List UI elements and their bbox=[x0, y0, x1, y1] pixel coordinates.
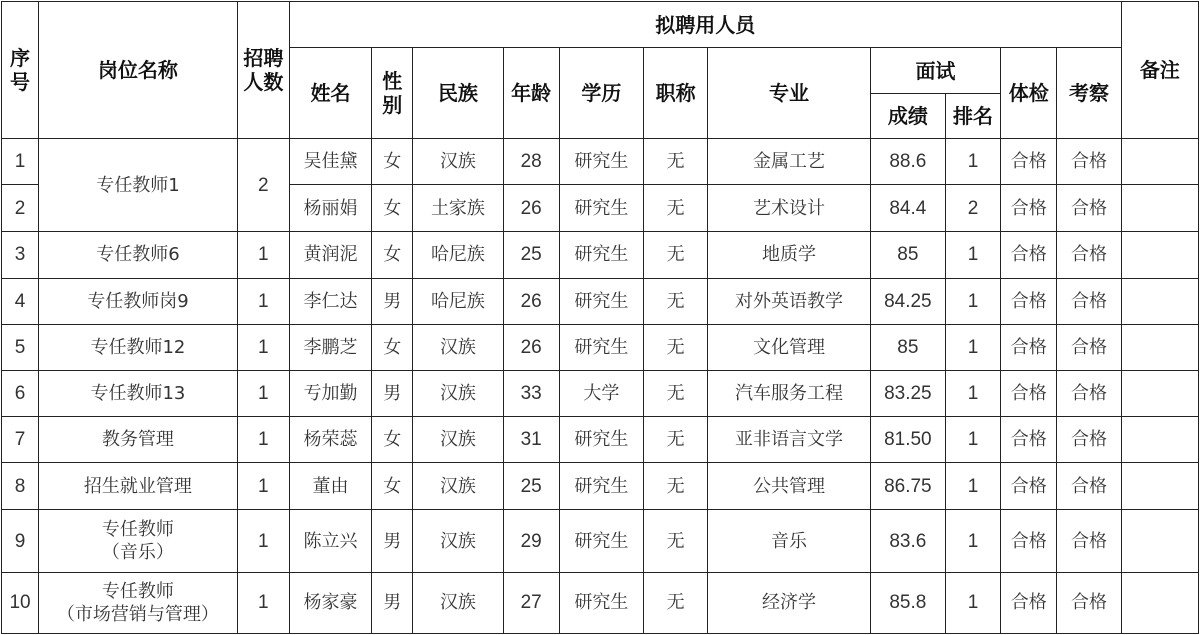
row-seq: 3 bbox=[2, 232, 39, 278]
row-score: 84.4 bbox=[870, 185, 945, 232]
row-name: 黄润泥 bbox=[289, 232, 371, 278]
row-score: 83.25 bbox=[870, 370, 945, 416]
row-quota: 1 bbox=[237, 324, 289, 370]
row-seq: 6 bbox=[2, 370, 39, 416]
table-row bbox=[2, 278, 1199, 324]
row-gender: 男 bbox=[372, 278, 413, 324]
header-rank: 排名 bbox=[945, 94, 1000, 139]
row-physical: 合格 bbox=[1001, 232, 1057, 278]
row-quota: 1 bbox=[237, 370, 289, 416]
header-name: 姓名 bbox=[289, 48, 371, 139]
row-inspection: 合格 bbox=[1057, 278, 1121, 324]
row-score: 86.75 bbox=[870, 463, 945, 510]
row-score: 88.6 bbox=[870, 139, 945, 185]
row-major: 汽车服务工程 bbox=[708, 370, 871, 416]
row-physical: 合格 bbox=[1001, 370, 1057, 416]
table-row bbox=[2, 572, 1199, 633]
row-inspection: 合格 bbox=[1057, 324, 1121, 370]
header-interview: 面试 bbox=[870, 48, 1000, 94]
row-age: 27 bbox=[503, 572, 559, 633]
row-education: 研究生 bbox=[559, 232, 643, 278]
table-row bbox=[2, 417, 1199, 463]
row-major: 音乐 bbox=[708, 510, 871, 572]
header-position: 岗位名称 bbox=[39, 2, 238, 139]
row-name: 李仁达 bbox=[289, 278, 371, 324]
row-score: 81.50 bbox=[870, 417, 945, 463]
row-remarks bbox=[1121, 232, 1198, 278]
row-score: 85 bbox=[870, 324, 945, 370]
row-inspection: 合格 bbox=[1057, 463, 1121, 510]
row-inspection: 合格 bbox=[1057, 417, 1121, 463]
row-title: 无 bbox=[644, 185, 708, 232]
header-inspection: 考察 bbox=[1057, 48, 1121, 139]
header-ethnicity: 民族 bbox=[413, 48, 503, 139]
row-name: 董由 bbox=[289, 463, 371, 510]
row-physical: 合格 bbox=[1001, 417, 1057, 463]
row-inspection: 合格 bbox=[1057, 510, 1121, 572]
row-education: 研究生 bbox=[559, 139, 643, 185]
header-score: 成绩 bbox=[870, 94, 945, 139]
row-ethnicity: 汉族 bbox=[413, 510, 503, 572]
row-remarks bbox=[1121, 510, 1198, 572]
row-seq: 10 bbox=[2, 572, 39, 633]
row-ethnicity: 土家族 bbox=[413, 185, 503, 232]
row-ethnicity: 汉族 bbox=[413, 463, 503, 510]
row-name: 亐加勤 bbox=[289, 370, 371, 416]
table-row bbox=[2, 324, 1199, 370]
row-rank: 2 bbox=[945, 185, 1000, 232]
table-row bbox=[2, 510, 1199, 572]
row-title: 无 bbox=[644, 572, 708, 633]
row-age: 31 bbox=[503, 417, 559, 463]
row-seq: 7 bbox=[2, 417, 39, 463]
row-education: 研究生 bbox=[559, 185, 643, 232]
row-physical: 合格 bbox=[1001, 139, 1057, 185]
header-quota: 招聘 人数 bbox=[237, 2, 289, 139]
row-position: 专任教师 （音乐） bbox=[39, 510, 238, 572]
row-ethnicity: 汉族 bbox=[413, 572, 503, 633]
row-age: 25 bbox=[503, 232, 559, 278]
row-remarks bbox=[1121, 370, 1198, 416]
row-age: 26 bbox=[503, 185, 559, 232]
row-education: 研究生 bbox=[559, 572, 643, 633]
row-gender: 男 bbox=[372, 572, 413, 633]
row-education: 研究生 bbox=[559, 417, 643, 463]
row-inspection: 合格 bbox=[1057, 232, 1121, 278]
row-rank: 1 bbox=[945, 370, 1000, 416]
row-seq: 9 bbox=[2, 510, 39, 572]
row-position: 专任教师6 bbox=[39, 232, 238, 278]
header-seq: 序 号 bbox=[2, 2, 39, 139]
row-education: 研究生 bbox=[559, 463, 643, 510]
row-seq: 8 bbox=[2, 463, 39, 510]
table-row bbox=[2, 370, 1199, 416]
row-name: 杨家豪 bbox=[289, 572, 371, 633]
row-position: 教务管理 bbox=[39, 417, 238, 463]
row-name: 杨荣蕊 bbox=[289, 417, 371, 463]
row-age: 26 bbox=[503, 278, 559, 324]
row-inspection: 合格 bbox=[1057, 572, 1121, 633]
row-title: 无 bbox=[644, 278, 708, 324]
row-quota: 1 bbox=[237, 232, 289, 278]
row-physical: 合格 bbox=[1001, 510, 1057, 572]
row-seq: 5 bbox=[2, 324, 39, 370]
row-ethnicity: 哈尼族 bbox=[413, 232, 503, 278]
row-age: 29 bbox=[503, 510, 559, 572]
row-title: 无 bbox=[644, 139, 708, 185]
row-ethnicity: 汉族 bbox=[413, 324, 503, 370]
row-score: 85 bbox=[870, 232, 945, 278]
header-gender: 性 别 bbox=[372, 48, 413, 139]
row-quota: 1 bbox=[237, 510, 289, 572]
row-position: 专任教师岗9 bbox=[39, 278, 238, 324]
recruitment-table bbox=[1, 1, 1199, 634]
row-gender: 女 bbox=[372, 185, 413, 232]
row-major: 对外英语教学 bbox=[708, 278, 871, 324]
row-title: 无 bbox=[644, 510, 708, 572]
header-remarks: 备注 bbox=[1121, 2, 1198, 139]
row-age: 28 bbox=[503, 139, 559, 185]
row-ethnicity: 汉族 bbox=[413, 139, 503, 185]
row-rank: 1 bbox=[945, 278, 1000, 324]
row-position: 专任教师13 bbox=[39, 370, 238, 416]
table-body bbox=[2, 139, 1199, 634]
table-row bbox=[2, 232, 1199, 278]
header-title: 职称 bbox=[644, 48, 708, 139]
row-title: 无 bbox=[644, 417, 708, 463]
row-rank: 1 bbox=[945, 324, 1000, 370]
row-remarks bbox=[1121, 324, 1198, 370]
row-seq: 1 bbox=[2, 139, 39, 185]
row-age: 26 bbox=[503, 324, 559, 370]
row-major: 艺术设计 bbox=[708, 185, 871, 232]
row-rank: 1 bbox=[945, 510, 1000, 572]
row-major: 公共管理 bbox=[708, 463, 871, 510]
header-education: 学历 bbox=[559, 48, 643, 139]
row-remarks bbox=[1121, 139, 1198, 185]
row-physical: 合格 bbox=[1001, 463, 1057, 510]
row-ethnicity: 哈尼族 bbox=[413, 278, 503, 324]
row-education: 研究生 bbox=[559, 278, 643, 324]
row-gender: 女 bbox=[372, 139, 413, 185]
table-row bbox=[2, 139, 1199, 185]
row-rank: 1 bbox=[945, 417, 1000, 463]
row-title: 无 bbox=[644, 463, 708, 510]
header-physical: 体检 bbox=[1001, 48, 1057, 139]
row-age: 25 bbox=[503, 463, 559, 510]
row-age: 33 bbox=[503, 370, 559, 416]
row-gender: 女 bbox=[372, 232, 413, 278]
row-education: 研究生 bbox=[559, 510, 643, 572]
row-inspection: 合格 bbox=[1057, 185, 1121, 232]
row-rank: 1 bbox=[945, 139, 1000, 185]
row-remarks bbox=[1121, 417, 1198, 463]
row-score: 84.25 bbox=[870, 278, 945, 324]
row-title: 无 bbox=[644, 370, 708, 416]
row-title: 无 bbox=[644, 324, 708, 370]
row-position: 专任教师12 bbox=[39, 324, 238, 370]
row-major: 地质学 bbox=[708, 232, 871, 278]
row-quota: 1 bbox=[237, 417, 289, 463]
row-major: 经济学 bbox=[708, 572, 871, 633]
row-gender: 女 bbox=[372, 417, 413, 463]
row-seq: 4 bbox=[2, 278, 39, 324]
row-remarks bbox=[1121, 278, 1198, 324]
row-education: 大学 bbox=[559, 370, 643, 416]
row-ethnicity: 汉族 bbox=[413, 417, 503, 463]
row-physical: 合格 bbox=[1001, 572, 1057, 633]
row-ethnicity: 汉族 bbox=[413, 370, 503, 416]
row-position: 专任教师1 bbox=[39, 139, 238, 232]
row-major: 文化管理 bbox=[708, 324, 871, 370]
table-row bbox=[2, 463, 1199, 510]
row-title: 无 bbox=[644, 232, 708, 278]
row-name: 李鹏芝 bbox=[289, 324, 371, 370]
row-gender: 女 bbox=[372, 324, 413, 370]
row-major: 亚非语言文学 bbox=[708, 417, 871, 463]
row-score: 83.6 bbox=[870, 510, 945, 572]
row-rank: 1 bbox=[945, 232, 1000, 278]
row-name: 杨丽娟 bbox=[289, 185, 371, 232]
row-quota: 1 bbox=[237, 278, 289, 324]
row-position: 专任教师 （市场营销与管理） bbox=[39, 572, 238, 633]
row-score: 85.8 bbox=[870, 572, 945, 633]
row-physical: 合格 bbox=[1001, 278, 1057, 324]
row-rank: 1 bbox=[945, 572, 1000, 633]
row-seq: 2 bbox=[2, 185, 39, 232]
row-gender: 男 bbox=[372, 510, 413, 572]
row-inspection: 合格 bbox=[1057, 139, 1121, 185]
row-rank: 1 bbox=[945, 463, 1000, 510]
row-major: 金属工艺 bbox=[708, 139, 871, 185]
row-quota: 1 bbox=[237, 463, 289, 510]
row-name: 吴佳黛 bbox=[289, 139, 371, 185]
row-position: 招生就业管理 bbox=[39, 463, 238, 510]
row-remarks bbox=[1121, 463, 1198, 510]
row-quota: 1 bbox=[237, 572, 289, 633]
row-remarks bbox=[1121, 572, 1198, 633]
row-physical: 合格 bbox=[1001, 324, 1057, 370]
row-inspection: 合格 bbox=[1057, 370, 1121, 416]
row-remarks bbox=[1121, 185, 1198, 232]
row-gender: 女 bbox=[372, 463, 413, 510]
row-name: 陈立兴 bbox=[289, 510, 371, 572]
row-gender: 男 bbox=[372, 370, 413, 416]
header-age: 年龄 bbox=[503, 48, 559, 139]
header-major: 专业 bbox=[708, 48, 871, 139]
row-education: 研究生 bbox=[559, 324, 643, 370]
row-physical: 合格 bbox=[1001, 185, 1057, 232]
row-quota: 2 bbox=[237, 139, 289, 232]
header-group: 拟聘用人员 bbox=[289, 2, 1121, 48]
